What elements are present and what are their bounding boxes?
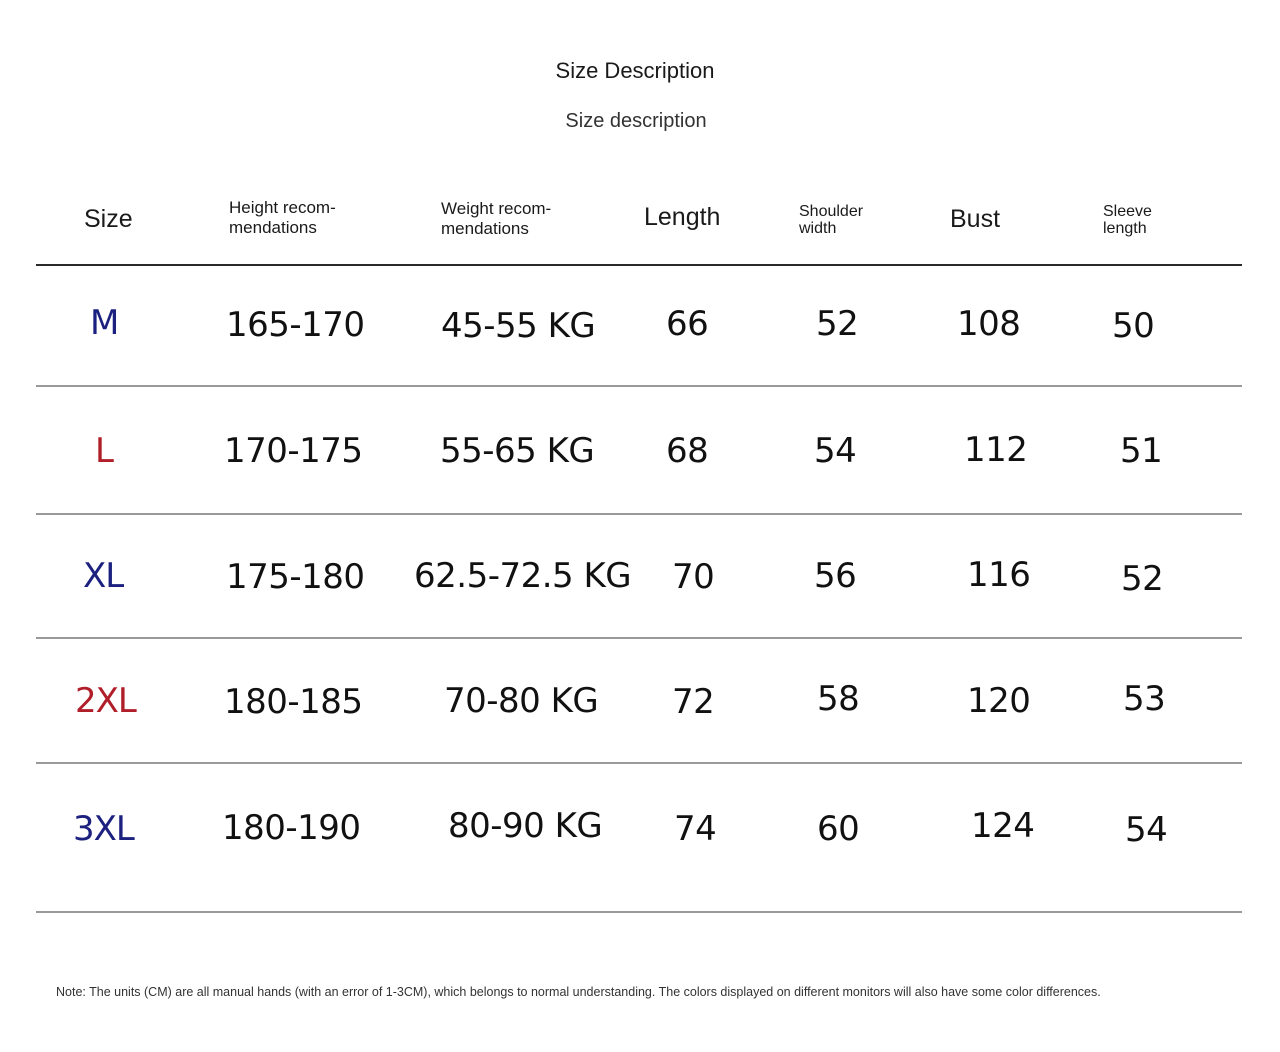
- header-height-line2: mendations: [229, 218, 317, 237]
- header-weight-line1: Weight recom-: [441, 199, 552, 218]
- header-height-line1: Height recom-: [229, 198, 336, 217]
- header-sleeve-line1: Sleeve: [1103, 203, 1152, 220]
- row-bust: 112: [964, 430, 1028, 470]
- page-subtitle: Size description: [565, 110, 707, 132]
- row-shoulder: 52: [816, 304, 859, 344]
- row-weight: 70-80 KG: [444, 681, 599, 721]
- row-size-label: XL: [83, 556, 124, 596]
- row-size-label: 2XL: [75, 681, 136, 721]
- row-bust: 116: [967, 555, 1031, 595]
- row-divider: [36, 762, 1242, 764]
- header-shoulder-line2: width: [799, 220, 837, 237]
- header-length: Length: [644, 203, 721, 231]
- row-size-label: M: [90, 303, 119, 343]
- row-size-label: 3XL: [73, 809, 134, 849]
- row-length: 70: [672, 557, 715, 597]
- page-title: Size Description: [555, 58, 715, 83]
- row-divider: [36, 513, 1242, 515]
- row-size-label: L: [95, 431, 113, 471]
- row-height: 180-185: [224, 682, 363, 722]
- row-sleeve: 52: [1121, 559, 1164, 599]
- row-weight: 45-55 KG: [441, 306, 596, 346]
- row-weight: 80-90 KG: [448, 806, 603, 846]
- row-sleeve: 50: [1112, 306, 1155, 346]
- row-shoulder: 54: [814, 431, 857, 471]
- row-height: 165-170: [226, 305, 365, 345]
- header-shoulder-line1: Shoulder: [799, 203, 864, 220]
- note-text: Note: The units (CM) are all manual hands (with an error of 1-3CM), which belongs to normal understanding. The colors displayed on different monitors will also have some color differences.: [56, 985, 1101, 999]
- row-shoulder: 58: [817, 679, 860, 719]
- header-weight: [441, 199, 551, 239]
- row-bust: 124: [971, 806, 1035, 846]
- row-bust: 108: [957, 304, 1021, 344]
- row-weight: 62.5-72.5 KG: [414, 556, 632, 596]
- row-length: 72: [672, 682, 715, 722]
- row-divider: [36, 385, 1242, 387]
- header-height: [229, 198, 336, 238]
- row-height: 170-175: [224, 431, 363, 471]
- header-sleeve-line2: length: [1103, 220, 1147, 237]
- row-sleeve: 54: [1125, 810, 1168, 850]
- row-sleeve: 51: [1120, 431, 1163, 471]
- header-divider: [36, 264, 1242, 266]
- row-length: 74: [674, 809, 717, 849]
- row-height: 180-190: [222, 808, 361, 848]
- header-shoulder: [799, 203, 863, 237]
- row-height: 175-180: [226, 557, 365, 597]
- row-shoulder: 56: [814, 556, 857, 596]
- row-length: 66: [666, 304, 709, 344]
- row-sleeve: 53: [1123, 679, 1166, 719]
- row-divider: [36, 637, 1242, 639]
- header-bust: Bust: [950, 205, 1001, 233]
- row-bust: 120: [967, 681, 1031, 721]
- row-weight: 55-65 KG: [440, 431, 595, 471]
- header-sleeve: [1103, 203, 1152, 237]
- header-size: Size: [84, 205, 133, 233]
- row-shoulder: 60: [817, 809, 860, 849]
- header-weight-line2: mendations: [441, 219, 529, 238]
- row-length: 68: [666, 431, 709, 471]
- table-bottom-divider: [36, 911, 1242, 913]
